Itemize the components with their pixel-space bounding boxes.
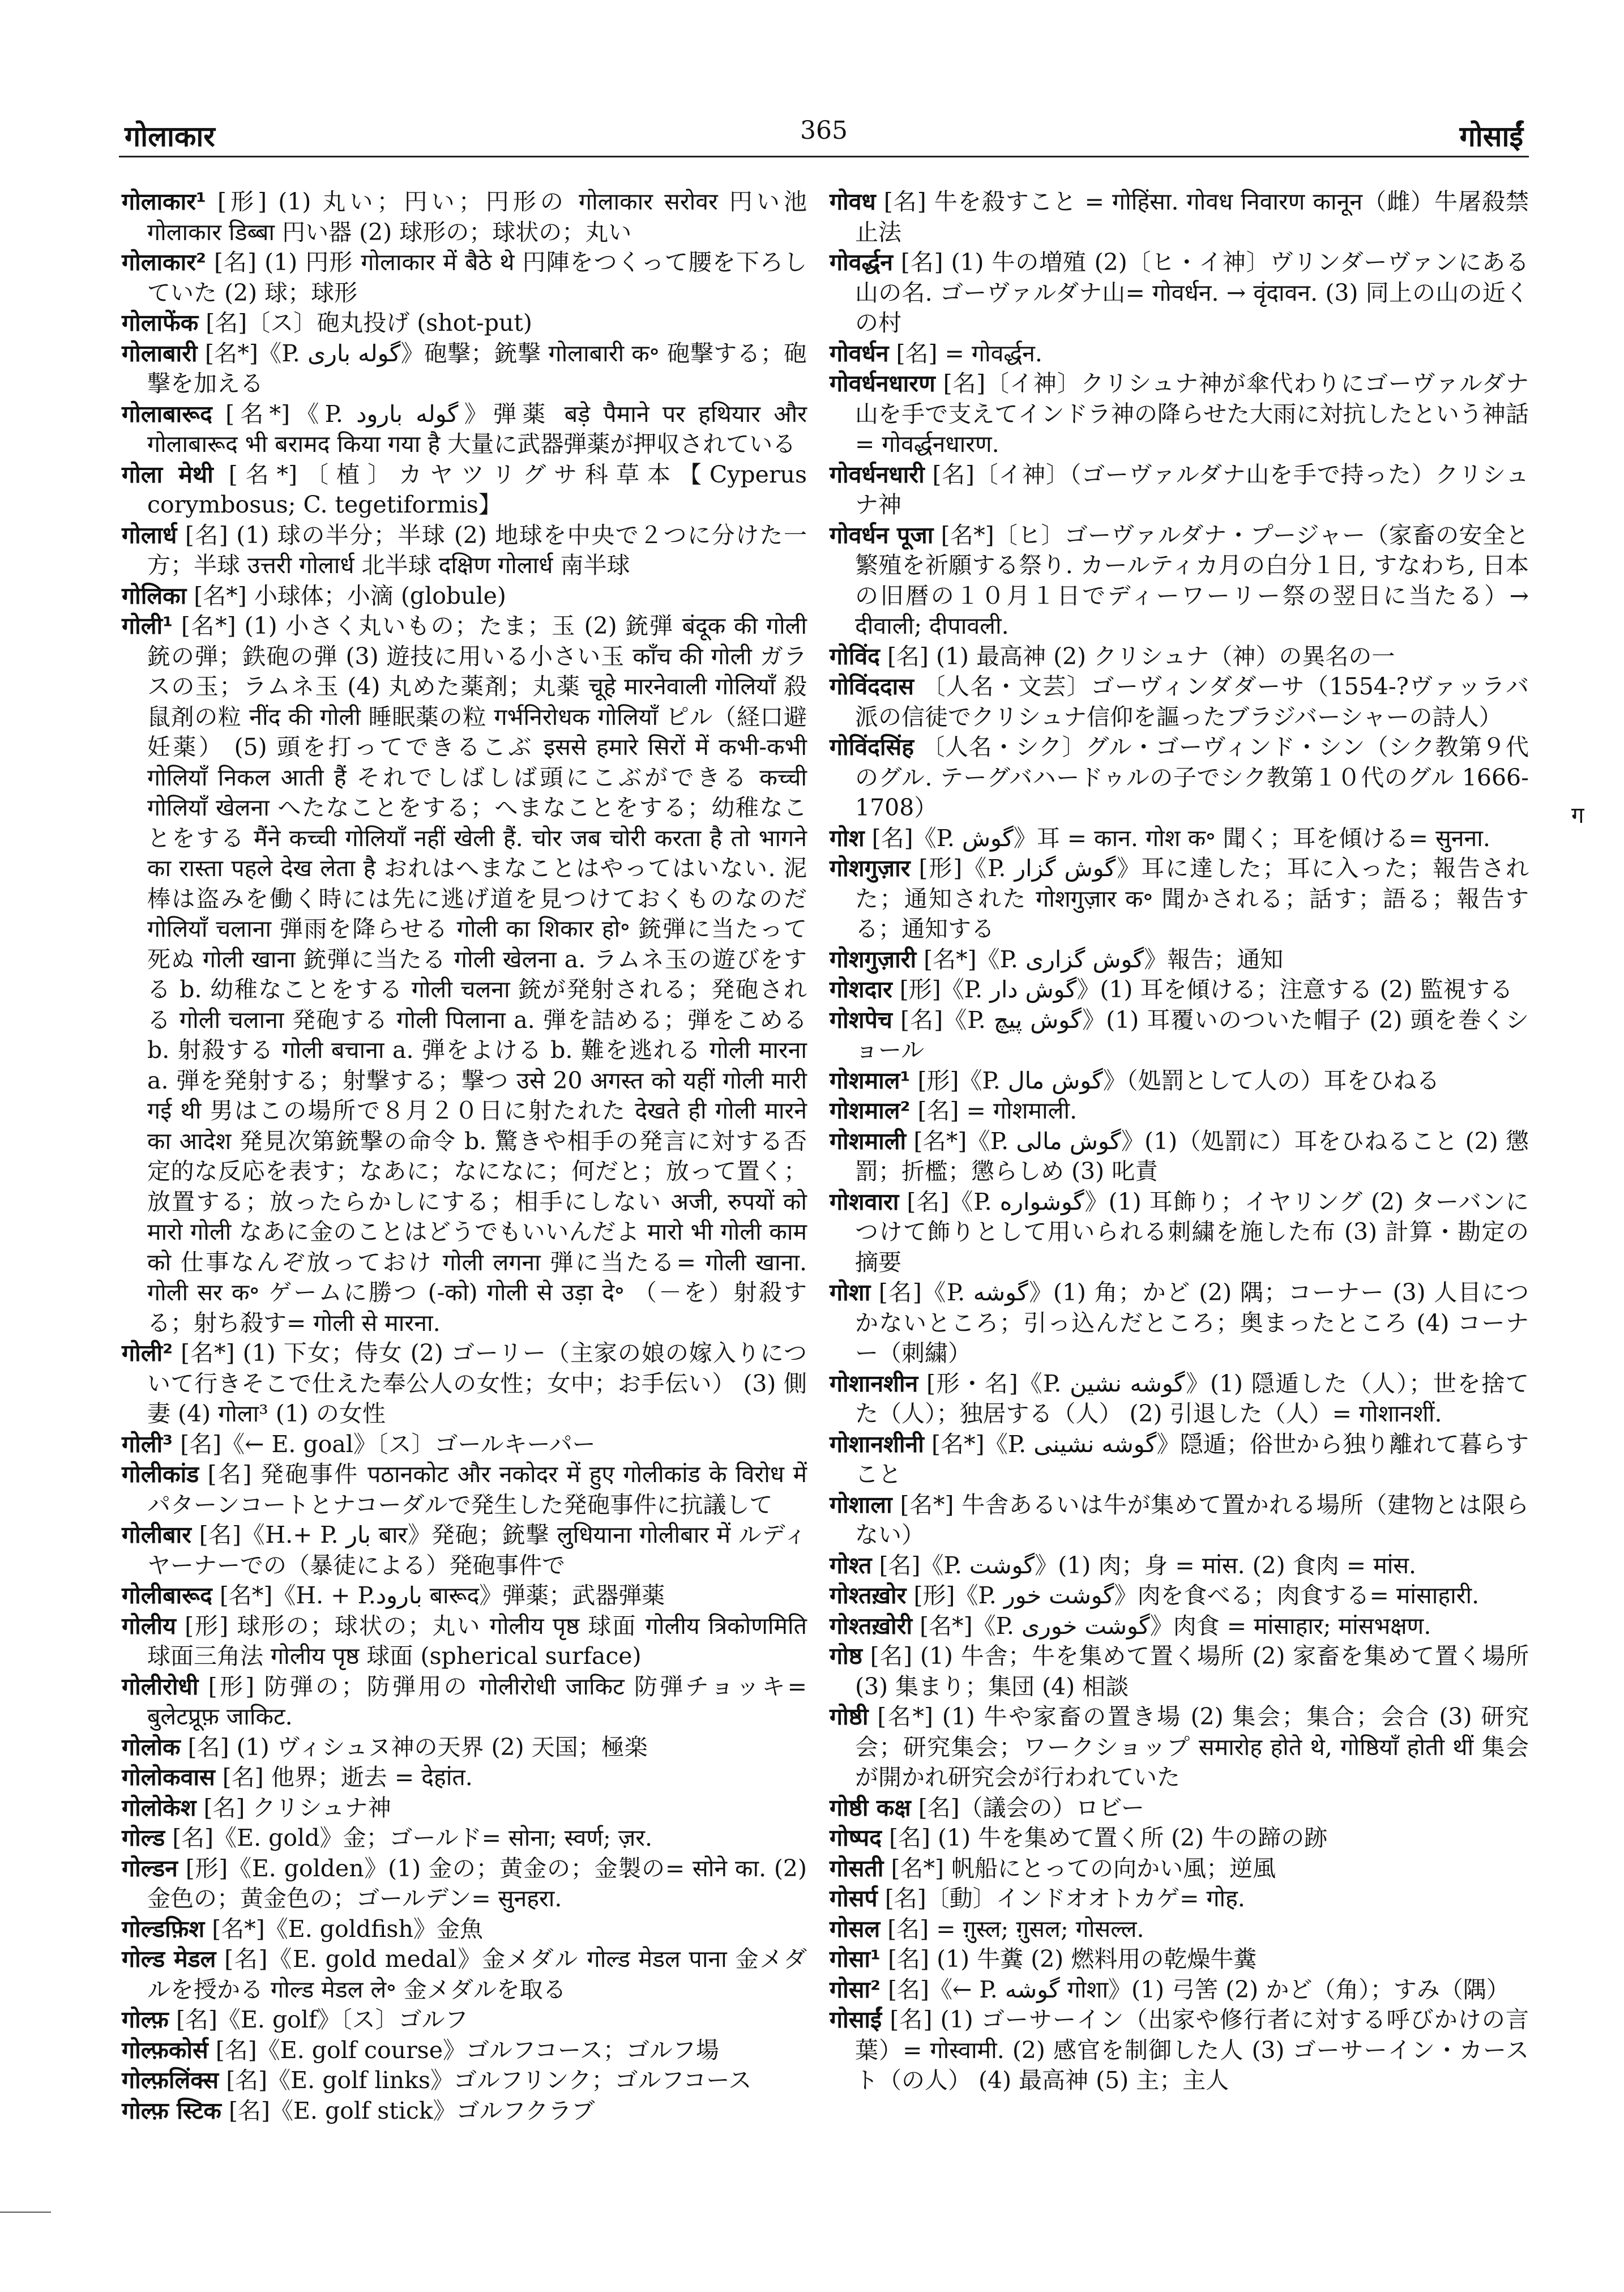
headword: गोशानशीन xyxy=(830,1369,918,1397)
headword: गोश्त xyxy=(830,1551,872,1579)
headword: गोलीरोधी xyxy=(122,1672,199,1700)
headword: गोसाईं xyxy=(830,2006,882,2033)
page-number: 365 xyxy=(800,116,848,145)
definition: 〔人名・シク〕グル・ゴーヴィンド・シン（シク教第９代のグル. テーグバハードゥルの子でシク教第１０代のグル 1666-1708） xyxy=(855,733,1529,821)
definition: [名]《← E. goal》〔ス〕ゴールキーパー xyxy=(180,1430,596,1458)
dictionary-entry xyxy=(122,1732,807,1763)
definition: [名]（議会の）ロビー xyxy=(918,1794,1145,1821)
dictionary-entry xyxy=(830,1490,1529,1551)
headword: गोवर्धनधारी xyxy=(830,460,925,488)
dictionary-entry xyxy=(830,853,1529,945)
dictionary-entry xyxy=(830,1823,1529,1854)
headword: गोल्फ़कोर्स xyxy=(122,2036,208,2064)
definition: [名]《P. گوش پیچ》(1) 耳覆いのついた帽子 (2) 頭を巻くショール xyxy=(855,1006,1529,1064)
dictionary-entry xyxy=(830,1126,1529,1187)
dictionary-entry xyxy=(830,460,1529,520)
headword: गोष्ठी कक्ष xyxy=(830,1794,911,1821)
definition: [名] = गोशमाली. xyxy=(917,1097,1078,1124)
dictionary-entry xyxy=(830,520,1529,642)
headword: गोल्फ़लिंक्स xyxy=(122,2067,219,2094)
margin-rule xyxy=(0,2212,51,2213)
dictionary-entry xyxy=(830,945,1529,975)
definition: [名] 発砲事件 पठानकोट और नकोदर में हुए गोलीकांड के विरोध में パターンコートとナコーダルで発生した発砲事件に抗議して xyxy=(147,1461,807,1518)
headword: गोवर्धन पूजा xyxy=(830,521,934,549)
headword: गोशपेच xyxy=(830,1006,892,1034)
dictionary-entry xyxy=(122,581,807,612)
dictionary-entry xyxy=(122,2035,807,2066)
definition: [名*]《H. + P.بارود बारूद》弾薬；武器弾薬 xyxy=(219,1582,665,1609)
dictionary-entry xyxy=(830,1944,1529,1975)
dictionary-entry xyxy=(122,1823,807,1854)
headword: गोविंद xyxy=(830,642,880,670)
headword: गोलीबार xyxy=(122,1521,191,1548)
dictionary-entry xyxy=(122,339,807,399)
definition: [名*] (1) 下女；侍女 (2) ゴーリー（主家の娘の嫁入りについて行きそこで仕えた奉公人の女性；女中；お手伝い） (3) 側妻 (4) गोला³ (1) の女性 xyxy=(147,1339,807,1427)
left-column xyxy=(122,187,807,2126)
dictionary-entry xyxy=(830,1914,1529,1945)
definition: [形] 防弾の；防弾用の गोलीरोधी जाकिट 防弾チョッキ= बुलेटप्रूफ़ जाकिट. xyxy=(147,1672,807,1730)
headword: गोलाकार¹ xyxy=(122,188,206,215)
dictionary-entry xyxy=(122,247,807,308)
headword: गोशमाली xyxy=(830,1127,907,1155)
dictionary-entry xyxy=(122,1611,807,1672)
headword: गोल्ड xyxy=(122,1824,165,1851)
definition: [名*] 小球体；小滴 (globule) xyxy=(194,582,506,609)
headword: गोल्डन xyxy=(122,1854,178,1882)
dictionary-entry xyxy=(830,1884,1529,1914)
dictionary-entry xyxy=(122,308,807,339)
definition: [名*]《E. goldfish》金魚 xyxy=(212,1915,483,1943)
headword: गोलार्ध xyxy=(122,521,177,549)
headword: गोल्फ़ xyxy=(122,2006,169,2033)
definition: [名]《E. gold medal》金メダル गोल्ड मेडल पाना 金メダルを授かる गोल्ड मेडल ले॰ 金メダルを取る xyxy=(147,1945,807,2003)
definition: [形]《E. golden》(1) 金の；黄金の；金製の= सोने का. (2) 金色の；黄金色の；ゴールデン= सुनहरा. xyxy=(147,1854,807,1912)
headword: गोश्तख़ोरी xyxy=(830,1612,913,1640)
dictionary-entry xyxy=(830,672,1529,732)
dictionary-entry xyxy=(122,1672,807,1732)
headword: गोलीय xyxy=(122,1612,176,1640)
dictionary-entry xyxy=(830,1702,1529,1793)
dictionary-entry xyxy=(830,1429,1529,1490)
dictionary-entry xyxy=(122,1459,807,1520)
definition: [名*] 帆船にとっての向かい風；逆風 xyxy=(891,1854,1276,1882)
definition: [名*]〔植〕カヤツリグサ科草本【Cyperus corymbosus; C. tegetiformis】 xyxy=(147,460,807,518)
dictionary-entry xyxy=(830,339,1529,369)
headword: गोशानशीनी xyxy=(830,1430,924,1458)
dictionary-entry xyxy=(122,187,807,247)
headword: गोलीबारूद xyxy=(122,1582,212,1609)
dictionary-entry xyxy=(830,823,1529,854)
headword: गोलाबारी xyxy=(122,339,198,367)
dictionary-entry xyxy=(122,1338,807,1429)
definition: [名] (1) ヴィシュヌ神の天界 (2) 天国；極楽 xyxy=(187,1733,648,1761)
dictionary-entry xyxy=(830,369,1529,460)
definition: [名]《E. golf links》ゴルフリンク；ゴルフコース xyxy=(226,2067,752,2094)
headword: गोशगुज़ार xyxy=(830,855,911,882)
dictionary-entry xyxy=(122,1762,807,1793)
definition: [名] (1) 球の半分；半球 (2) 地球を中央で２つに分けた一方；半球 उत्तरी गोलार्ध 北半球 दक्षिण गोलार्ध 南半球 xyxy=(147,521,807,579)
dictionary-entry xyxy=(122,399,807,460)
definition: [形]《P. گوش مال》（処罰として人の）耳をひねる xyxy=(917,1066,1440,1094)
definition: [名*] (1) 小さく丸いもの；たま；玉 (2) 銃弾 बंदूक की गोली 銃の弾；鉄砲の弾 (3) 遊技に用いる小さい玉 काँच की गोली ガラスの玉；ラムネ玉 (4) 丸めた薬剤；丸薬 चूहे मारनेवाली गोलियाँ 殺鼠剤の粒 नींद की गोली 睡眠薬の粒 गर्भनिरोधक गोलियाँ ピル（経口避妊薬） (5) 頭を打ってできるこぶ इससे हमारे सिरों में कभी-कभी गोलियाँ निकल आती हैं それでしばしば頭にこぶができる कच्ची गोलियाँ खेलना へたなことをする；へまなことをする；幼稚なことをする मैंने कच्ची गोलियाँ नहीं खेली हैं. चोर जब चोरी करता है तो भागने का रास्ता पहले देख लेता है おれはへまなことはやってはいない. 泥棒は盗みを働く時には先に逃げ道を見つけておくものなのだ गोलियाँ चलाना 弾雨を降らせる गोली का शिकार हो॰ 銃弾に当たって死ぬ गोली खाना 銃弾に当たる गोली खेलना a. ラムネ玉の遊びをする b. 幼稚なことをする गोली चलना 銃が発射される；発砲される गोली चलाना 発砲する गोली पिलाना a. 弾を詰める；弾をこめる b. 射殺する गोली बचाना a. 弾をよける b. 難を逃れる गोली मारना a. 弾を発射する；射撃する；撃つ उसे 20 अगस्त को यहीं गोली मारी गई थी 男はこの場所で８月２０日に射たれた देखते ही गोली मारने का आदेश 発見次第銃撃の命令 b. 驚きや相手の発言に対する否定的な反応を表す；なあに；なになに；何だと；放って置く；放置する；放ったらかしにする；相手にしない अजी, रुपयों को मारो गोली なあに金のことはどうでもいいんだよ मारो भी गोली काम को 仕事なんぞ放っておけ गोली लगना 弾に当たる= गोली खाना. गोली सर क॰ ゲームに勝つ (-को) गोली से उड़ा दे॰ （－を）射殺する；射ち殺す= गोली से मारना. xyxy=(147,612,807,1337)
headword: गोष्ठ xyxy=(830,1642,862,1670)
headword: गोष्ठी xyxy=(830,1703,869,1730)
definition: [名] = ग़ुस्ल; ग़ुसल; गोसल्ल. xyxy=(887,1915,1144,1943)
dictionary-entry xyxy=(122,1793,807,1824)
headword: गोल्डफ़िश xyxy=(122,1915,205,1943)
headword: गोलाफेंक xyxy=(122,309,199,336)
dictionary-entry xyxy=(830,732,1529,823)
definition: [名] (1) 牛の増殖 (2)〔ヒ・イ神〕ヴリンダーヴァンにある山の名. ゴーヴァルダナ山= गोवर्धन. → वृंदावन. (3) 同上の山の近くの村 xyxy=(855,249,1529,336)
dictionary-entry xyxy=(122,1429,807,1460)
definition: [名]《E. golf stick》ゴルフクラブ xyxy=(228,2097,595,2124)
headword: गोशमाल¹ xyxy=(830,1066,911,1094)
dictionary-entry xyxy=(122,520,807,581)
definition: [名]《← P. گوشه गोशा》(1) 弓筈 (2) かど（角）；すみ（隅） xyxy=(888,1975,1510,2003)
headword: गोली² xyxy=(122,1339,173,1367)
definition: [名]〔イ神〕（ゴーヴァルダナ山を手で持った）クリシュナ神 xyxy=(855,460,1529,518)
definition: [名]《E. golf》〔ス〕ゴルフ xyxy=(176,2006,468,2033)
headword: गोसर्प xyxy=(830,1885,878,1912)
dictionary-entry xyxy=(830,187,1529,247)
definition: [名]〔イ神〕クリシュナ神が傘代わりにゴーヴァルダナ山を手で支えてインドラ神の降らせた大雨に対抗したという神話= गोवर्द्धनधारण. xyxy=(855,370,1529,458)
headword: गोसा¹ xyxy=(830,1945,881,1973)
dictionary-entry xyxy=(830,1975,1529,2005)
definition: [形] 球形の；球状の；丸い गोलीय पृष्ठ 球面 गोलीय त्रिकोणमिति 球面三角法 गोलीय पृष्ठ 球面 (spherical surface) xyxy=(147,1612,807,1670)
right-column xyxy=(830,187,1529,2096)
dictionary-entry xyxy=(122,1914,807,1945)
definition: [名] (1) 牛糞 (2) 燃料用の乾燥牛糞 xyxy=(888,1945,1257,1973)
dictionary-entry xyxy=(830,1551,1529,1581)
headword: गोलोक xyxy=(122,1733,181,1761)
definition: [名]《E. golf course》ゴルフコース；ゴルフ場 xyxy=(215,2036,719,2064)
definition: [名]《H.+ P. بار बार》発砲；銃撃 लुधियाना गोलीबार में ルディヤーナーでの（暴徒による）発砲事件で xyxy=(147,1521,807,1579)
dictionary-entry xyxy=(830,1369,1529,1429)
headword: गोलाकार² xyxy=(122,249,206,276)
headword: गोलाबारूद xyxy=(122,400,212,428)
headword: गोशा xyxy=(830,1279,871,1306)
dictionary-entry xyxy=(830,247,1529,339)
headword: गोसती xyxy=(830,1854,884,1882)
definition: [名] クリシュナ神 xyxy=(203,1794,391,1821)
definition: [名*]《P. گوله بارود》弾薬 बड़े पैमाने पर हथियार और गोलाबारूद भी बरामद किया गया है 大量に武器弾薬が押収されている xyxy=(147,400,807,458)
headword: गोली³ xyxy=(122,1430,173,1458)
thumb-index-tab: ग xyxy=(1571,803,1584,829)
headword: गोवर्धनधारण xyxy=(830,370,935,397)
dictionary-entry xyxy=(830,1005,1529,1066)
definition: [名] (1) 牛を集めて置く所 (2) 牛の蹄の跡 xyxy=(889,1824,1328,1851)
right-guide-word: गोसाईं xyxy=(1459,119,1523,153)
definition: [名]《P. گوش》耳 = कान. गोश क॰ 聞く；耳を傾ける= सुनना. xyxy=(871,824,1490,852)
dictionary-entry xyxy=(830,642,1529,672)
dictionary-entry xyxy=(830,1187,1529,1278)
dictionary-entry xyxy=(830,1096,1529,1126)
definition: [名*]《P. گوشه نشینی》隠遁；俗世から独り離れて暮らすこと xyxy=(855,1430,1529,1488)
definition: [名*] 牛舎あるいは牛が集めて置かれる場所（建物とは限らない） xyxy=(855,1491,1529,1548)
definition: [形・名]《P. گوشه نشین》(1) 隠遁した（人）；世を捨てた（人）；独居する（人） (2) 引退した（人）= गोशानशीं. xyxy=(855,1369,1529,1427)
dictionary-entry xyxy=(122,611,807,1338)
dictionary-entry xyxy=(830,1854,1529,1884)
dictionary-entry xyxy=(122,1520,807,1581)
definition: [名] 他界；逝去 = देहांत. xyxy=(222,1764,473,1791)
definition: [名] (1) ゴーサーイン（出家や修行者に対する呼びかけの言葉）= गोस्वामी. (2) 感官を制御した人 (3) ゴーサーイン・カースト（の人） (4) 最高神 (5) 主；主人 xyxy=(855,2006,1529,2094)
headword: गोलिका xyxy=(122,582,187,609)
headword: गोविंदसिंह xyxy=(830,733,914,761)
headword: गोष्पद xyxy=(830,1824,882,1851)
headword: गोवध xyxy=(830,188,876,215)
headword: गोल्फ़ स्टिक xyxy=(122,2097,221,2124)
headword: गोवर्द्धन xyxy=(830,249,894,276)
page-header xyxy=(119,116,1529,157)
dictionary-entry xyxy=(122,460,807,520)
headword: गोशाला xyxy=(830,1491,892,1518)
definition: [名] 牛を殺すこと = गोहिंसा. गोवध निवारण कानून（雌）牛屠殺禁止法 xyxy=(855,188,1529,246)
headword: गोसल xyxy=(830,1915,881,1943)
headword: गोविंददास xyxy=(830,673,914,700)
definition: [名*] (1) 牛や家畜の置き場 (2) 集会；集合；会合 (3) 研究会；研究集会；ワークショップ समारोह होते थे, गोष्ठियाँ होती थीं 集会が開かれ研究会が行われていた xyxy=(855,1703,1529,1791)
definition: [名]〔動〕インドオオトカゲ= गोह. xyxy=(884,1885,1245,1912)
dictionary-entry xyxy=(830,1793,1529,1824)
headword: गोला मेथी xyxy=(122,460,213,488)
headword: गोशवारा xyxy=(830,1188,899,1215)
definition: [形]《P. گوش دار》(1) 耳を傾ける；注意する (2) 監視する xyxy=(899,976,1513,1003)
left-guide-word: गोलाकार xyxy=(125,119,215,153)
dictionary-entry xyxy=(830,1611,1529,1642)
headword: गोशदार xyxy=(830,976,892,1003)
dictionary-entry xyxy=(122,1581,807,1611)
dictionary-entry xyxy=(122,2005,807,2035)
definition: [名] = गोवर्द्धन. xyxy=(896,339,1042,367)
headword: गोश्तख़ोर xyxy=(830,1582,907,1609)
definition: [形] (1) 丸い；円い；円形の गोलाकार सरोवर 円い池 गोलाकार डिब्बा 円い器 (2) 球形の；球状の；丸い xyxy=(147,188,807,246)
definition: 〔人名・文芸〕ゴーヴィンダダーサ（1554-?ヴァッラバ派の信徒でクリシュナ信仰を謳ったブラジバーシャーの詩人） xyxy=(855,673,1529,731)
dictionary-entry xyxy=(830,1641,1529,1702)
definition: [名*]《P. گوش مالی》(1)（処罰に）耳をひねること (2) 懲罰；折檻；懲らしめ (3) 叱責 xyxy=(855,1127,1529,1185)
definition: [名*]《P. گوله باری》砲撃；銃撃 गोलाबारी क॰ 砲撃する；砲撃を加える xyxy=(147,339,807,397)
dictionary-entry xyxy=(830,2005,1529,2096)
definition: [名] (1) 円形 गोलाकार में बैठे थे 円陣をつくって腰を下ろしていた (2) 球；球形 xyxy=(147,249,807,306)
headword: गोशमाल² xyxy=(830,1097,911,1124)
headword: गोल्ड मेडल xyxy=(122,1945,216,1973)
dictionary-entry xyxy=(122,1854,807,1914)
definition: [名]《P. گوشواره》(1) 耳飾り；イヤリング (2) ターバンにつけて飾りとして用いられる刺繍を施した布 (3) 計算・勘定の摘要 xyxy=(855,1188,1529,1276)
definition: [名] (1) 最高神 (2) クリシュナ（神）の異名の一 xyxy=(887,642,1395,670)
definition: [名] (1) 牛舎；牛を集めて置く場所 (2) 家畜を集めて置く場所 (3) 集まり；集団 (4) 相談 xyxy=(855,1642,1529,1700)
headword: गोलोकवास xyxy=(122,1764,215,1791)
definition: [名]〔ス〕砲丸投げ (shot-put) xyxy=(206,309,532,336)
dictionary-entry xyxy=(830,1066,1529,1096)
definition: [名]《P. گوشه》(1) 角；かど (2) 隅；コーナー (3) 人目につかないところ；引っ込んだところ；奥まったところ (4) コーナー（刺繍） xyxy=(855,1279,1529,1367)
headword: गोली¹ xyxy=(122,612,173,639)
headword: गोलोकेश xyxy=(122,1794,196,1821)
dictionary-entry xyxy=(830,1278,1529,1369)
dictionary-entry xyxy=(830,1581,1529,1611)
headword: गोलीकांड xyxy=(122,1461,199,1488)
definition: [名*]〔ヒ〕ゴーヴァルダナ・プージャー（家畜の安全と繁殖を祈願する祭り. カールティカ月の白分１日, すなわち, 日本の旧暦の１０月１日でディーワーリー祭の翌日に当たる）→ दीवाली; दीपावली. xyxy=(855,521,1529,639)
headword: गोसा² xyxy=(830,1975,881,2003)
headword: गोश xyxy=(830,824,865,852)
dictionary-entry xyxy=(830,975,1529,1005)
dictionary-entry xyxy=(122,2065,807,2096)
headword: गोशगुज़ारी xyxy=(830,945,917,973)
definition: [形]《P. گوش گزار》耳に達した；耳に入った；報告された；通知された गोशगुज़ार क॰ 聞かされる；話す；語る；報告する；通知する xyxy=(855,855,1529,942)
headword: गोवर्धन xyxy=(830,339,889,367)
definition: [名]《E. gold》金；ゴールド= सोना; स्वर्ण; ज़र. xyxy=(172,1824,653,1851)
dictionary-entry xyxy=(122,1944,807,2005)
definition: [名*]《P. گوشت خوری》肉食 = मांसाहार; मांसभक्षण. xyxy=(920,1612,1431,1640)
dictionary-entry xyxy=(122,2096,807,2127)
definition: [形]《P. گوشت خور》肉を食べる；肉食する= मांसाहारी. xyxy=(913,1582,1480,1609)
definition: [名]《P. گوشت》(1) 肉；身 = मांस. (2) 食肉 = मांस. xyxy=(879,1551,1417,1579)
definition: [名*]《P. گوش گزاری》報告；通知 xyxy=(924,945,1284,973)
